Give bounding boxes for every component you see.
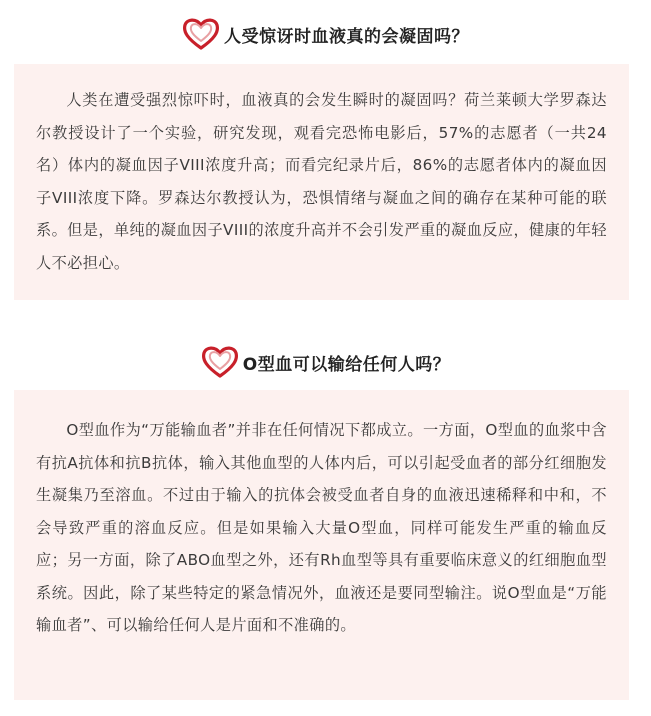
heart-icon <box>201 345 239 379</box>
section-title-text: 人受惊讶时血液真的会凝固吗？ <box>224 26 469 47</box>
section-title-text: O型血可以输给任何人吗？ <box>242 354 451 375</box>
heart-icon <box>182 17 220 51</box>
paragraph: 人类在遭受强烈惊吓时，血液真的会发生瞬时的凝固吗？荷兰莱顿大学罗森达尔教授设计了一个实验，研究发现，观看完恐怖电影后，57%的志愿者（一共24名）体内的凝血因子VIII浓度升高；而看完纪录片后，86%的志愿者体内的凝血因子VIII浓度下降。罗森达尔教授认为，恐惧情绪与凝血之间的确存在某种可能的联系。但是，单纯的凝血因子VIII的浓度升高并不会引发严重的凝血反应，健康的年轻人不必担心。 <box>36 91 607 272</box>
paragraph: O型血作为“万能输血者”并非在任何情况下都成立。一方面，O型血的血浆中含有抗A抗体和抗B抗体，输入其他血型的人体内后，可以引起受血者的部分红细胞发生凝集乃至溶血。不过由于输入的抗体会被受血者自身的血液迅速稀释和中和，不会导致严重的溶血反应。但是如果输入大量O型血，同样可能发生严重的输血反应；另一方面，除了ABO血型之外，还有Rh血型等具有重要临床意义的红细胞血型系统。因此，除了某些特定的紧急情况外，血液还是要同型输注。说O型血是“万能输血者”、可以输给任何人是片面和不准确的。 <box>36 421 607 634</box>
section-title <box>0 16 651 52</box>
content-card <box>14 64 629 300</box>
section-heading <box>182 17 469 51</box>
section-title <box>0 344 651 380</box>
section-heading <box>201 345 450 379</box>
content-card <box>14 390 629 700</box>
